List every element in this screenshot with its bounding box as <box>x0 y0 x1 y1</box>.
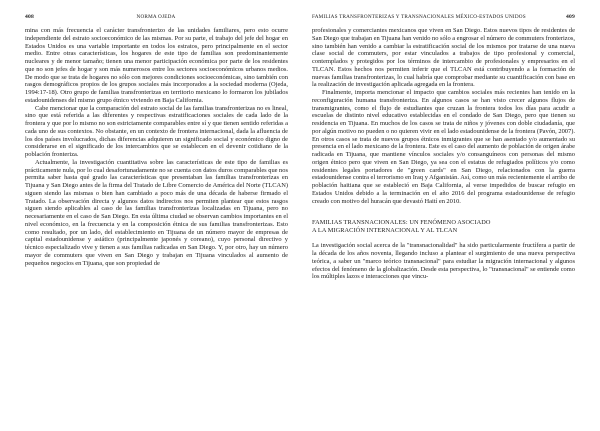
paragraph: Cabe mencionar que la comparación del estrato social de las familias transfronterizas no es lineal, sino que está referida a las diferentes y respectivas estratificaciones sociales de cada lado de la frontera y que por lo mismo no son estrictamente comparables entre sí y que tienen sentido referidas a cada uno de sus contextos. No obstante, en un contexto de frontera internacional, dada la afluencia de los dos países involucrados, dichas diferencias adquieren un significado social y económico digno de considerarse en el significado de los intercambios que se establecen en el devenir cotidiano de la población fronteriza. <box>25 104 288 158</box>
running-head-title: NORMA OJEDA <box>136 14 176 20</box>
running-header <box>25 14 288 23</box>
right-page <box>300 0 600 431</box>
page-body <box>312 27 575 281</box>
page-body <box>25 27 288 267</box>
running-head-title: FAMILIAS TRANSFRONTERIZAS Y TRANSNACIONALES MÉXICO-ESTADOS UNIDOS <box>312 14 526 20</box>
section-heading <box>312 219 575 234</box>
section-heading-line: FAMILIAS TRANSNACIONALES: UN FENÓMENO ASOCIADO <box>312 219 491 227</box>
paragraph: La investigación social acerca de la "transnacionalidad" ha sido particularmente fructífera a partir de la década de los años noventa, llegando incluso a plantear el surgimiento de una nueva perspectiva teórica, a saber un "marco teórico transnacional" para estudiar la migración internacional y algunos efectos del fenómeno de la globalización. Desde esta perspectiva, lo "transnacional" se entiende como los múltiples lazos e interacciones que vincu- <box>312 242 575 281</box>
paragraph: mina con más frecuencia el carácter transfronterizo de las unidades familiares, pero esto ocurre independiente del estrato socioeconómico de las mismas. Por su parte, el trabajo del jefe del hogar en Estados Unidos es una variable importante en todos los estratos, pero principalmente en el sector medio. Entre otras características, los hogares de este tipo de familias son predominantemente nucleares y de menor tamaño; tienen una menor participación económica por parte de los residentes que no son jefes de hogar y son más numerosos entre los sectores socioeconómicos urbanos medios. De modo que se trata de hogares no sólo con mejores condiciones socioeconómicas, sino también con rasgos demográficos propios de los grupos sociales más incorporados a la sociedad moderna (Ojeda, 1994:17-18). Otro grupo de familias transfronterizas en territorio mexicano lo formaron los jubilados estadounidenses del mismo grupo étnico viviendo en Baja California. <box>25 27 288 104</box>
page-number: 408 <box>25 14 34 20</box>
paragraph: Finalmente, importa mencionar el impacto que cambios sociales más recientes han tenido en la reconfiguración humana transfronteriza. En algunos casos se han visto crecer algunos flujos de transmigrantes, como el flujo de estudiantes que cruzan la frontera todos los días para acudir a escuelas de distinto nivel educativo establecidas en el condado de San Diego, pero que tienen su residencia en Tijuana. En muchos de los casos se trata de niños y jóvenes con doble ciudadanía, que por algún motivo no pueden o no quieren vivir en el lado estadounidense de la frontera (Pavón, 2007). En otros casos se trata de nuevos grupos étnicos inmigrantes que se han asentado y/o aumentado su presencia en el lado mexicano de la frontera. Este es el caso del aumento de población de origen árabe radicada en Tijuana, que mantiene vínculos sociales y/o consanguíneos con personas del mismo origen étnico pero que viven en San Diego, ya sea con el estatus de refugiados políticos y/o como residentes legales portadores de "green cards" en San Diego, relacionados con la guerra estadounidense contra el terrorismo en Iraq y Afganistán. Así, como un más recientemente el arribo de población haitiana que se estableció en Baja California, al verse impedidos de buscar refugio en Estados Unidos debido a la terminación en el año 2016 del programa estadounidense de refugio creado con motivo del huracán que devastó Haití en 2010. <box>312 89 575 205</box>
running-header <box>312 14 575 23</box>
paragraph: profesionales y comerciantes mexicanos que viven en San Diego. Estos nuevos tipos de residentes de San Diego que trabajan en Tijuana han venido no sólo a engrosar el número de commuters fronterizos, sino también han venido a cambiar la estratificación social de los mismos por tratarse de una nueva clase social de commuters, por estar vinculados a trabajos de tipo profesional y comercial, contemplados y protegidos por los términos de intercambio de profesionales y empresarios en el TLCAN. Estos hechos nos permiten inferir que el TLCAN está contribuyendo a la formación de nuevas familias transfronterizas, lo cual habría que comprobar mediante su cuantificación con base en la realización de investigación aplicada agregada en la frontera. <box>312 27 575 89</box>
paragraph: Actualmente, la investigación cuantitativa sobre las características de este tipo de familias es prácticamente nula, por lo cual desafortunadamente no se cuenta con datos duros comparables que nos permita saber hasta qué grado las características que presentaban las familias transfronterizas en Tijuana y San Diego antes de la firma del Tratado de Libre Comercio de América del Norte (TLCAN) siguen siendo las mismas o bien han cambiado a poco más de una década de haberse firmado el Tratado. La observación directa y algunos datos indirectos nos permiten plantear que estos rasgos siguen siendo aplicables al caso de las familias transfronterizas localizadas en Tijuana, pero no necesariamente en el caso de San Diego. En esta última ciudad se observan cambios importantes en el nivel económico, en la frecuencia y en la composición étnica de sus familias transfronterizas. Esto como resultado, por un lado, del establecimiento en Tijuana de un número mayor de empresas de capital estadounidense y asiático (principalmente japonés y coreano), cuyo personal directivo y técnico especializado vive y tienen a sus familias radicadas en San Diego. Y, por otro, hay un número mayor de commuters que viven en San Diego y trabajan en Tijuana vinculados al aumento de pequeños negocios en Tijuana, que son propiedad de <box>25 158 288 267</box>
page-number: 409 <box>566 14 575 20</box>
section-heading-line: A LA MIGRACIÓN INTERNACIONAL Y AL TLCAN <box>312 226 458 234</box>
